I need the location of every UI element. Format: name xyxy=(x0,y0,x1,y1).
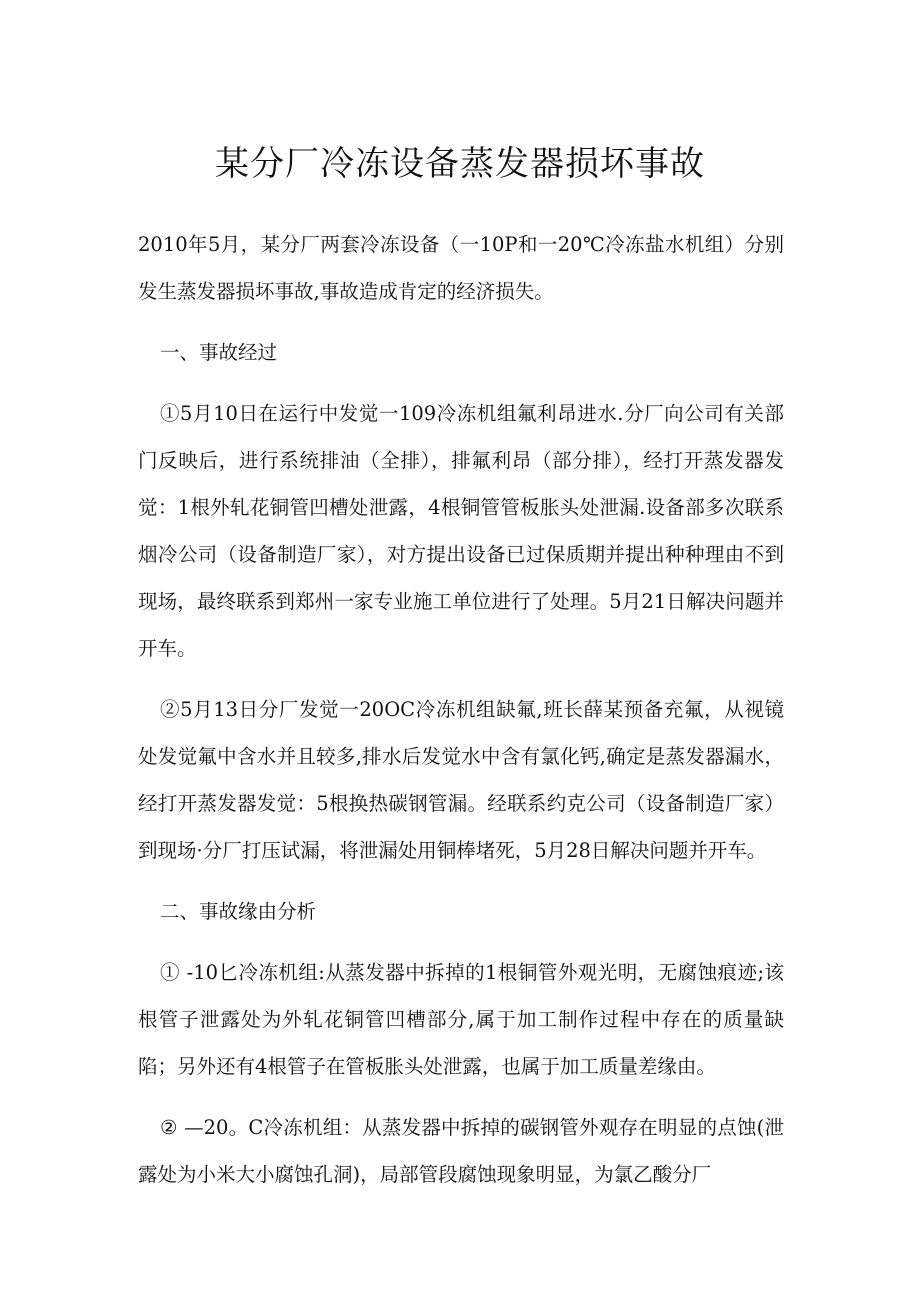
cause-item-2: ② —20。C冷冻机组：从蒸发器中拆掉的碳钢管外观存在明显的点蚀(泄露处为小米大小腐蚀孔洞)，局部管段腐蚀现象明显，为氯乙酸分厂 xyxy=(138,1116,784,1186)
intro-paragraph: 2010年5月，某分厂两套冷冻设备（一10P和一20℃冷冻盐水机组）分别发生蒸发器损坏事故,事故造成肯定的经济损失。 xyxy=(138,233,784,303)
document-body xyxy=(138,221,784,1212)
section-heading-cause-analysis: 二、事故缘由分析 xyxy=(160,900,317,923)
cause-item-1: ① -10匕冷冻机组:从蒸发器中拆掉的1根铜管外观光明，无腐蚀痕迹;该根管子泄露处为外轧花铜管凹槽部分,属于加工制作过程中存在的质量缺陷；另外还有4根管子在管板胀头处泄露，也属于加工质量差缘由。 xyxy=(138,961,784,1078)
accident-item-2: ②5月13日分厂发觉一20OC冷冻机组缺氟,班长薛某预备充氟，从视镜处发觉氟中含水并且较多,排水后发觉水中含有氯化钙,确定是蒸发器漏水，经打开蒸发器发觉：5根换热碳钢管漏。经联系约克公司（设备制造厂家）到现场·分厂打压试漏，将泄漏处用铜棒堵死，5月28日解决问题并开车。 xyxy=(138,698,784,862)
accident-item-1: ①5月10日在运行中发觉一109冷冻机组氟利昂进水.分厂向公司有关部门反映后，进行系统排油（全排），排氟利昂（部分排），经打开蒸发器发觉：1根外轧花铜管凹槽处泄露，4根铜管管板胀头处泄漏.设备部多次联系烟冷公司（设备制造厂家），对方提出设备已过保质期并提出种种理由不到现场，最终联系到郑州一家专业施工单位进行了处理。5月21日解决问题并开车。 xyxy=(138,402,784,660)
section-heading-accident-process: 一、事故经过 xyxy=(160,341,278,364)
document-title: 某分厂冷冻设备蒸发器损坏事故 xyxy=(215,144,705,184)
